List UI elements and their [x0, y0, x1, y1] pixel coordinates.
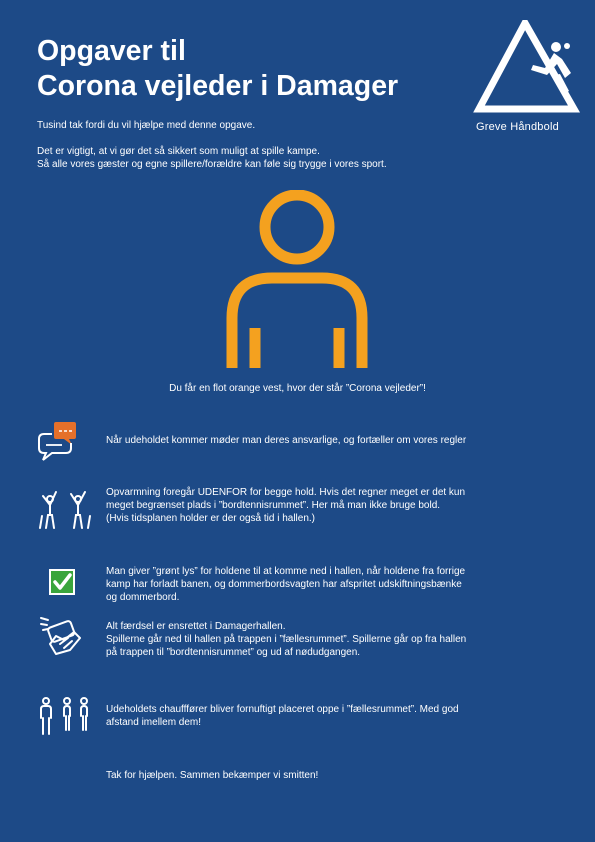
intro-text: [37, 119, 387, 171]
chat-bubbles-icon: [36, 420, 78, 462]
closing-text: Tak for hjælpen. Sammen bekæmper vi smitten!: [106, 770, 319, 781]
task-item-5-line-1: Udeholdets chaufffører bliver fornuftigt placeret oppe i ”fællesrummet”. Med god: [106, 704, 459, 715]
task-item-2-line-3: (Hvis tidsplanen holder er der også tid i hallen.): [106, 513, 315, 524]
task-item-3-line-3: og dommerbord.: [106, 592, 180, 603]
task-item-2-line-2: meget begrænset plads i ”bordtennisrummet”. Her må man ikke bruge bold.: [106, 500, 441, 511]
task-item-3: [106, 565, 546, 604]
intro-line-1: Tusind tak fordi du vil hjælpe med denne opgave.: [37, 120, 256, 131]
checkmark-icon: [48, 568, 76, 596]
task-item-5: [106, 703, 546, 729]
club-logo-icon: [470, 20, 582, 135]
intro-line-3: Så alle vores gæster og egne spillere/forældre kan føle sig trygge i vores sport.: [37, 159, 387, 170]
club-name: Greve Håndbold: [476, 121, 559, 133]
task-item-2-line-1: Opvarmning foregår UDENFOR for begge hold. Hvis det regner meget er det kun: [106, 487, 466, 498]
task-item-3-line-2: kamp har forladt banen, og dommerbordsvagten har afspritet udskiftningsbænke: [106, 579, 462, 590]
person-icon: [222, 190, 372, 368]
people-cheering-icon: [36, 488, 96, 530]
task-item-1: [106, 434, 546, 447]
page-title: [37, 34, 398, 104]
task-item-3-line-1: Man giver ”grønt lys” for holdene til at komme ned i hallen, når holdene fra forrige: [106, 566, 466, 577]
task-item-4-line-3: på trappen til ”bordtennisrummet” og ud af nødudgangen.: [106, 647, 361, 658]
task-item-4-line-2: Spillerne går ned til hallen på trappen i ”fællesrummet”. Spillerne går op fra hallen: [106, 634, 467, 645]
task-item-2: [106, 486, 546, 525]
task-item-5-line-2: afstand imellem dem!: [106, 717, 202, 728]
intro-line-2: Det er vigtigt, at vi gør det så sikkert som muligt at spille kampe.: [37, 146, 320, 157]
task-item-1-line-1: Når udeholdet kommer møder man deres ansvarlige, og fortæller om vores regler: [106, 435, 467, 446]
vest-caption: Du får en flot orange vest, hvor der står ”Corona vejleder”!: [169, 383, 426, 394]
distanced-people-icon: [36, 696, 92, 736]
task-item-4-line-1: Alt færdsel er ensrettet i Damagerhallen.: [106, 621, 286, 632]
cleaning-hand-icon: [38, 614, 84, 658]
task-item-4: [106, 620, 546, 659]
title-line-1: Opgaver til: [37, 35, 186, 67]
title-line-2: Corona vejleder i Damager: [37, 70, 399, 102]
